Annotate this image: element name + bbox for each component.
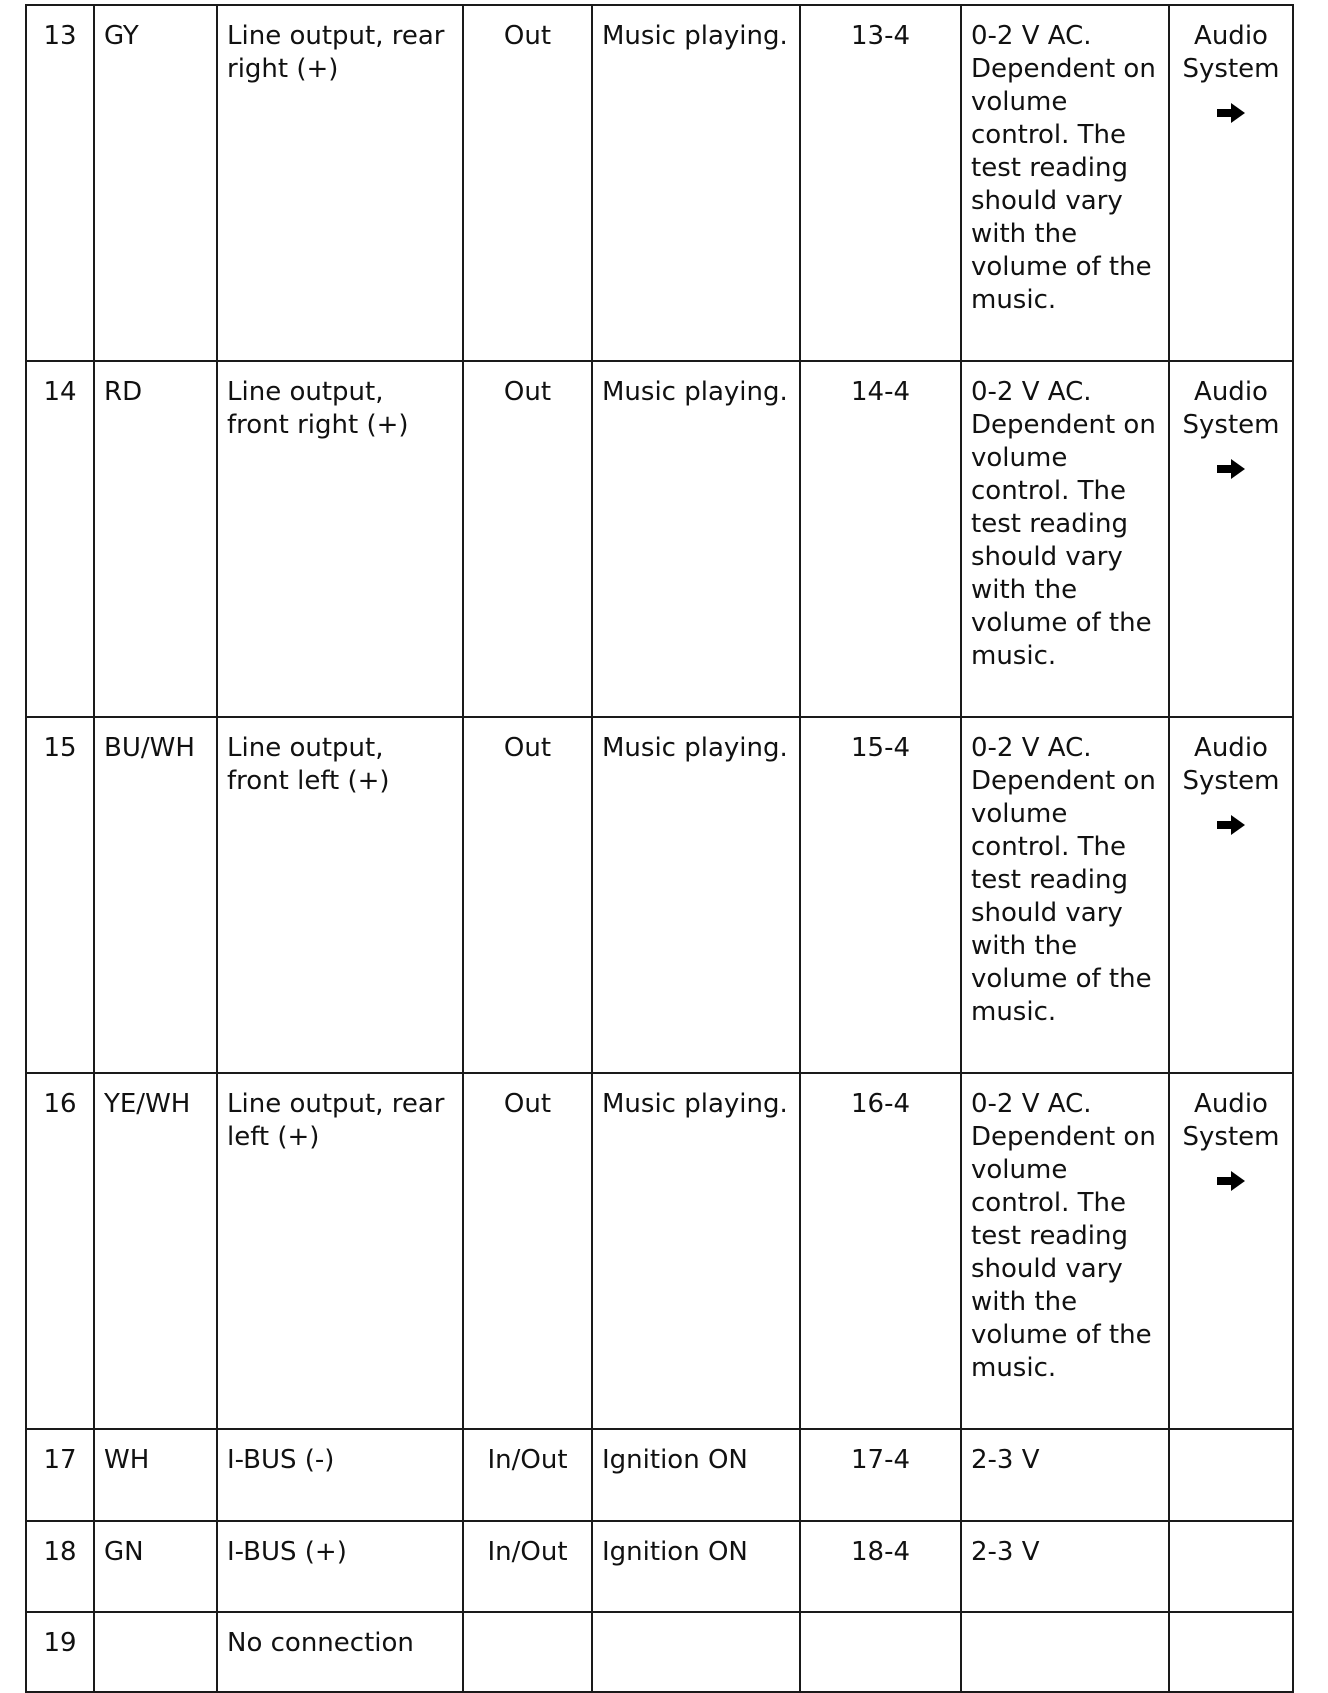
right-arrow-icon[interactable] [1216,102,1246,124]
pin-number: 17 [26,1429,94,1521]
pin-number: 15 [26,717,94,1073]
signal-direction: Out [463,717,592,1073]
measure-points: 16-4 [800,1073,961,1429]
signal-direction: In/Out [463,1521,592,1612]
table-row [26,1429,1293,1521]
pin-number: 18 [26,1521,94,1612]
measure-points: 17-4 [800,1429,961,1521]
reference-link[interactable]: Audio System [1182,1089,1280,1152]
signal-direction: Out [463,5,592,361]
pin-description: Line output, front right (+) [217,361,463,717]
table-row [26,1521,1293,1612]
reference-link[interactable]: Audio System [1182,377,1280,440]
test-condition: Music playing. [592,5,800,361]
reference-link[interactable]: Audio System [1182,733,1280,796]
reference-link[interactable]: Audio System [1182,21,1280,84]
measure-points: 13-4 [800,5,961,361]
measure-points: 18-4 [800,1521,961,1612]
reference-cell [1169,1073,1293,1429]
right-arrow-icon[interactable] [1216,1170,1246,1192]
pin-description: No connection [217,1612,463,1692]
pin-number: 19 [26,1612,94,1692]
expected-value: 0-2 V AC. Dependent on volume control. The test reading should vary with the volume of the music. [961,5,1169,361]
expected-value: 0-2 V AC. Dependent on volume control. The test reading should vary with the volume of the music. [961,717,1169,1073]
expected-value: 0-2 V AC. Dependent on volume control. The test reading should vary with the volume of the music. [961,361,1169,717]
signal-direction: Out [463,1073,592,1429]
table-row [26,361,1293,717]
pin-number: 16 [26,1073,94,1429]
reference-cell [1169,361,1293,717]
reference-cell [1169,5,1293,361]
pin-description: I-BUS (-) [217,1429,463,1521]
measure-points: 15-4 [800,717,961,1073]
measure-points: 14-4 [800,361,961,717]
measure-points [800,1612,961,1692]
reference-cell [1169,1612,1293,1692]
pin-description: I-BUS (+) [217,1521,463,1612]
expected-value: 2-3 V [961,1429,1169,1521]
signal-direction: In/Out [463,1429,592,1521]
test-condition: Music playing. [592,361,800,717]
wire-color [94,1612,217,1692]
wire-color: BU/WH [94,717,217,1073]
signal-direction: Out [463,361,592,717]
table-row [26,717,1293,1073]
test-condition [592,1612,800,1692]
reference-cell [1169,1521,1293,1612]
wire-color: RD [94,361,217,717]
table-row [26,1073,1293,1429]
expected-value: 2-3 V [961,1521,1169,1612]
wire-color: GY [94,5,217,361]
test-condition: Music playing. [592,717,800,1073]
reference-cell [1169,717,1293,1073]
reference-cell [1169,1429,1293,1521]
pin-description: Line output, front left (+) [217,717,463,1073]
test-condition: Music playing. [592,1073,800,1429]
wire-color: WH [94,1429,217,1521]
pin-description: Line output, rear right (+) [217,5,463,361]
pin-number: 14 [26,361,94,717]
signal-direction [463,1612,592,1692]
right-arrow-icon[interactable] [1216,814,1246,836]
pin-table [25,4,1294,1693]
right-arrow-icon[interactable] [1216,458,1246,480]
test-condition: Ignition ON [592,1429,800,1521]
wire-color: YE/WH [94,1073,217,1429]
pin-description: Line output, rear left (+) [217,1073,463,1429]
table-row [26,5,1293,361]
expected-value: 0-2 V AC. Dependent on volume control. The test reading should vary with the volume of the music. [961,1073,1169,1429]
wire-color: GN [94,1521,217,1612]
test-condition: Ignition ON [592,1521,800,1612]
table-row [26,1612,1293,1692]
expected-value [961,1612,1169,1692]
pin-number: 13 [26,5,94,361]
